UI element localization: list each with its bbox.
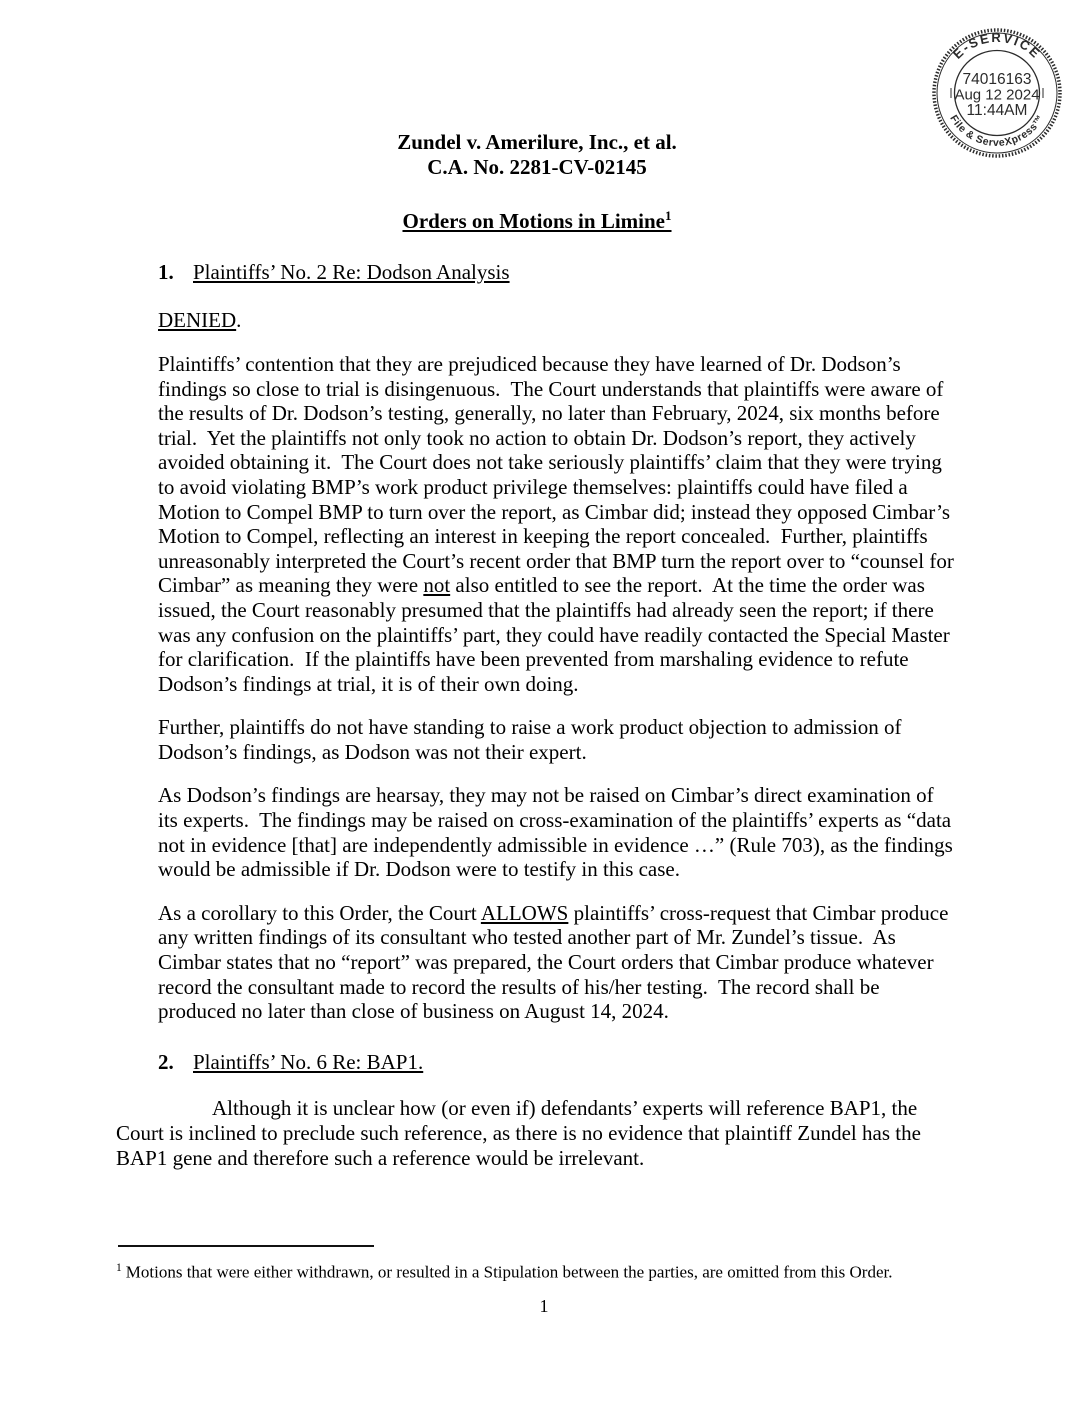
section-1-title: Plaintiffs’ No. 2 Re: Dodson Analysis xyxy=(193,259,510,284)
section-2-number: 2. xyxy=(158,1049,174,1074)
page-number: 1 xyxy=(539,1296,549,1316)
section-2-paragraph: Although it is unclear how (or even if) defendants’ experts will reference BAP1, the Court is inclined to preclude such reference, as there is no evidence that plaintiff Zundel has the BAP1 gene and therefore such a reference would be irrelevant. xyxy=(116,1096,927,1170)
document-title xyxy=(116,204,958,234)
section-1-number: 1. xyxy=(158,259,174,284)
eservice-stamp xyxy=(930,26,1064,160)
section-1-paragraph-3: As Dodson’s findings are hearsay, they may not be raised on Cimbar’s direct examination of its experts. The findings may be raised on cross-examination of the plaintiffs’ experts as “data not in evidence [that] are independently admissible in evidence …” (Rule 703), as the findings would be admissible if Dr. Dodson were to testify in this case. xyxy=(158,783,959,882)
case-name: Zundel v. Amerilure, Inc., et al. xyxy=(397,130,677,154)
footnote-text: Motions that were either withdrawn, or resulted in a Stipulation between the parties, are omitted from this Order. xyxy=(125,1262,893,1282)
ruling-denied: DENIED xyxy=(158,308,237,333)
underlined-word-allows: ALLOWS xyxy=(480,900,569,925)
section-2-heading xyxy=(158,1050,958,1075)
stamp-time: 11:44AM xyxy=(966,102,1028,119)
stamp-date: Aug 12 2024 xyxy=(954,86,1040,104)
stamp-top-arc-text: E-SERVICE xyxy=(949,30,1045,62)
footnote-marker: 1 xyxy=(116,1261,122,1274)
case-number: C.A. No. 2281-CV-02145 xyxy=(427,154,647,179)
title-footnote-ref: 1 xyxy=(665,208,672,224)
document-title-text: Orders on Motions in Limine xyxy=(402,209,665,234)
section-1-heading xyxy=(158,260,958,285)
ruling-period: . xyxy=(236,308,242,333)
section-1-paragraph-1: Plaintiffs’ contention that they are prejudiced because they have learned of Dr. Dodson’s findings so close to trial is disingenuous. The Court understands that plaintiffs were aware of the results of Dr. Dodson’s testing, generally, no later than February, 2024, six months before trial. Yet the plaintiffs not only took no action to obtain Dr. Dodson’s report, they actively avoided obtaining it. The Court does not take seriously plaintiffs’ claim that they were trying to avoid violating BMP’s work product privilege themselves: plaintiffs could have filed a Motion to Compel BMP to turn over the report, as Cimbar did; instead they opposed Cimbar’s Motion to Compel, reflecting an interest in keeping the report concealed. Further, plaintiffs unreasonably interpreted the Court’s recent order that BMP turn the report over to “counsel for Cimbar” as meaning they were not also entitled to see the report. At the time the order was issued, the Court reasonably presumed that the plaintiffs had already seen the report; if there was any confusion on the plaintiffs’ part, they could have readily contacted the Special Master for clarification. If the plaintiffs have been prevented from marshaling evidence to refute Dodson’s findings at trial, it is of their own doing. xyxy=(158,351,960,696)
footnote xyxy=(116,1257,958,1283)
section-1-paragraph-2: Further, plaintiffs do not have standing to raise a work product objection to admission of Dodson’s findings, as Dodson was not their expert. xyxy=(158,715,907,764)
section-1-ruling xyxy=(158,308,958,333)
eservice-stamp-graphic xyxy=(930,26,1064,160)
section-1-paragraph-4: As a corollary to this Order, the Court ALLOWS plaintiffs’ cross-request that Cimbar produce any written findings of its consultant who tested another part of Mr. Zundel’s tissue. As Cimbar states that no “report” was prepared, the Court orders that Cimbar produce whatever record the consultant made to record the results of his/her testing. The record shall be produced no later than close of business on August 14, 2024. xyxy=(158,900,954,1024)
footnote-separator xyxy=(118,1245,374,1247)
stamp-id-number: 74016163 xyxy=(962,71,1032,88)
stamp-bottom-arc-text: File & ServeXpress™ xyxy=(947,112,1047,150)
section-2-title: Plaintiffs’ No. 6 Re: BAP1. xyxy=(193,1049,424,1074)
underlined-word-not: not xyxy=(423,573,451,598)
footnote-area xyxy=(116,1245,958,1283)
